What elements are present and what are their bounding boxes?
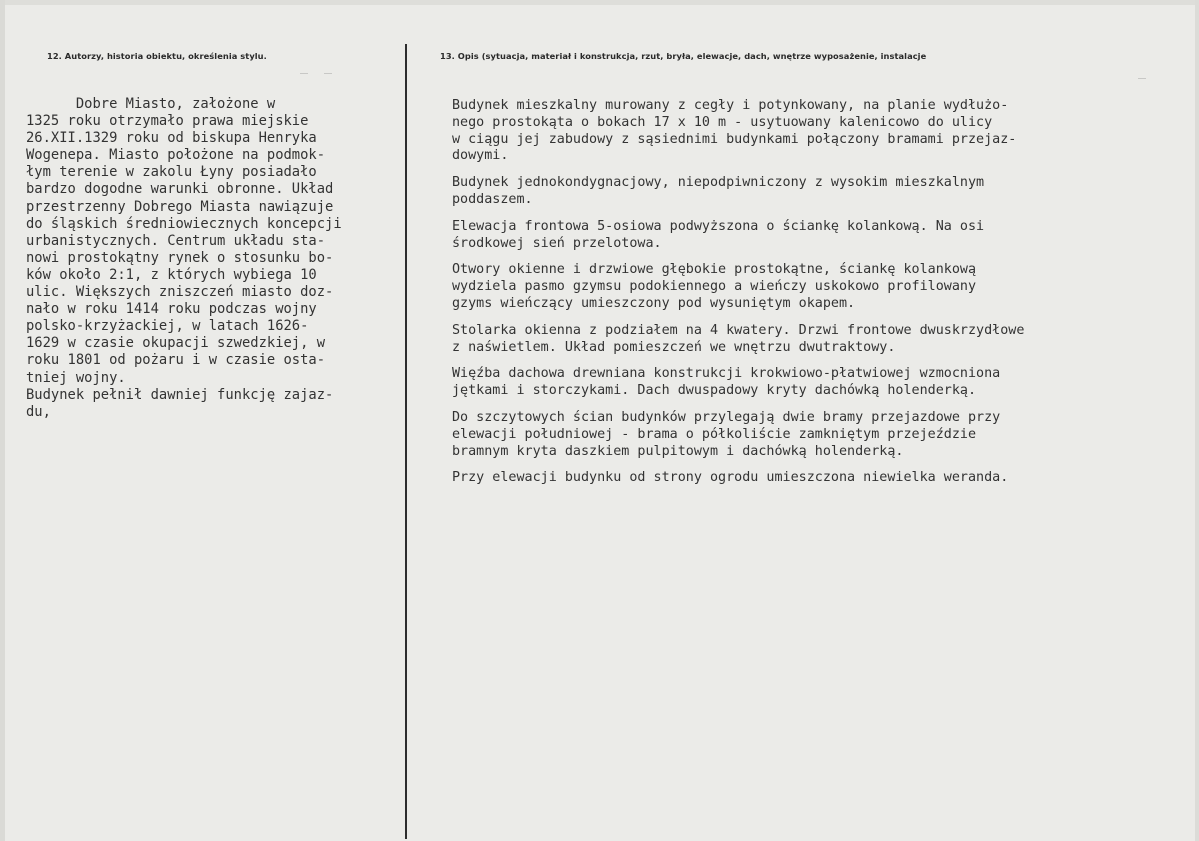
description-paragraph — [452, 323, 1024, 357]
history-line: do śląskich średniowiecznych koncepcji — [26, 215, 342, 232]
section-12-header: 12. Autorzy, historia obiektu, określenia stylu. — [47, 51, 267, 61]
description-text-block — [452, 98, 1024, 487]
paragraph-gap — [452, 252, 1024, 262]
description-line: poddaszem. — [452, 191, 533, 207]
description-line: nego prostokąta o bokach 17 x 10 m - usytuowany kalenicowo do ulicy — [452, 114, 993, 130]
sheet-top-edge — [0, 0, 1199, 5]
margin-mark — [300, 73, 308, 74]
description-paragraph — [452, 98, 1024, 165]
paragraph-gap — [452, 460, 1024, 470]
history-line: 26.XII.1329 roku od biskupa Henryka — [26, 130, 317, 147]
history-line: Wogenepa. Miasto położone na podmok- — [26, 147, 326, 164]
history-line: nowi prostokątny rynek o stosunku bo- — [26, 249, 334, 266]
paragraph-gap — [452, 313, 1024, 323]
section-13-header: 13. Opis (sytuacja, materiał i konstrukcja, rzut, bryła, elewacje, dach, wnętrze wyposażenie, instalacje — [440, 51, 927, 61]
margin-mark — [324, 73, 332, 74]
description-paragraph — [452, 366, 1024, 400]
history-line: polsko-krzyżackiej, w latach 1626- — [26, 318, 309, 335]
history-line: ków około 2:1, z których wybiega 10 — [26, 266, 317, 283]
history-line: nało w roku 1414 roku podczas wojny — [26, 301, 317, 318]
description-line: Budynek mieszkalny murowany z cegły i potynkowany, na planie wydłużo- — [452, 98, 1009, 113]
history-line: Dobre Miasto, założone w — [26, 96, 276, 112]
description-line: wydziela pasmo gzymsu podokiennego a wieńczy uskokowo profilowany — [452, 279, 977, 295]
description-line: w ciągu jej zabudowy z sąsiednimi budynkami połączony bramami przejaz- — [452, 131, 1017, 147]
description-line: środkowej sień przelotowa. — [452, 235, 662, 251]
description-paragraph — [452, 219, 1024, 253]
description-line: Budynek jednokondygnacjowy, niepodpiwniczony z wysokim mieszkalnym — [452, 175, 985, 191]
history-line: urbanistycznych. Centrum układu sta- — [26, 232, 326, 249]
history-line: łym terenie w zakolu Łyny posiadało — [26, 164, 317, 181]
description-line: z naświetlem. Układ pomieszczeń we wnętrzu dwutraktowy. — [452, 339, 896, 355]
paragraph-gap — [452, 209, 1024, 219]
description-line: dowymi. — [452, 148, 509, 164]
description-line: Stolarka okienna z podziałem na 4 kwatery. Drzwi frontowe dwuskrzydłowe — [452, 322, 1025, 338]
description-line: Do szczytowych ścian budynków przylegają dwie bramy przejazdowe przy — [452, 409, 1001, 425]
description-paragraph — [452, 470, 1024, 487]
description-line: Przy elewacji budynku od strony ogrodu umieszczona niewielka weranda. — [452, 470, 1009, 486]
sheet-left-edge — [0, 0, 5, 841]
description-line: bramnym kryta daszkiem pulpitowym i dachówką holenderką. — [452, 443, 904, 459]
description-line: jętkami i storczykami. Dach dwuspadowy kryty dachówką holenderką. — [452, 383, 977, 399]
sheet-right-edge — [1195, 0, 1199, 841]
description-line: Więźba dachowa drewniana konstrukcji krokwiowo-płatwiowej wzmocniona — [452, 366, 1001, 382]
history-text-block — [26, 96, 342, 421]
history-line: du, — [26, 403, 51, 420]
history-line: roku 1801 od pożaru i w czasie osta- — [26, 352, 326, 369]
description-paragraph — [452, 175, 1024, 209]
description-paragraph — [452, 410, 1024, 460]
margin-mark — [1138, 78, 1146, 79]
history-line: przestrzenny Dobrego Miasta nawiązuje — [26, 198, 334, 215]
history-line: ulic. Większych zniszczeń miasto doz- — [26, 284, 334, 301]
description-paragraph — [452, 262, 1024, 312]
description-line: elewacji południowej - brama o półkoliście zamkniętym przejeździe — [452, 426, 977, 442]
history-line: Budynek pełnił dawniej funkcję zajaz- — [26, 386, 334, 403]
column-divider — [405, 44, 407, 839]
history-line: 1629 w czasie okupacji szwedzkiej, w — [26, 335, 326, 352]
history-line: tniej wojny. — [26, 369, 126, 386]
description-line: Otwory okienne i drzwiowe głębokie prostokątne, ściankę kolankową — [452, 262, 977, 278]
description-line: gzyms wieńczący umieszczony pod wysuniętym okapem. — [452, 295, 856, 311]
paragraph-gap — [452, 356, 1024, 366]
history-line: bardzo dogodne warunki obronne. Układ — [26, 181, 334, 198]
paragraph-gap — [452, 400, 1024, 410]
history-line: 1325 roku otrzymało prawa miejskie — [26, 113, 309, 130]
paragraph-gap — [452, 165, 1024, 175]
description-line: Elewacja frontowa 5-osiowa podwyższona o ściankę kolankową. Na osi — [452, 218, 985, 234]
